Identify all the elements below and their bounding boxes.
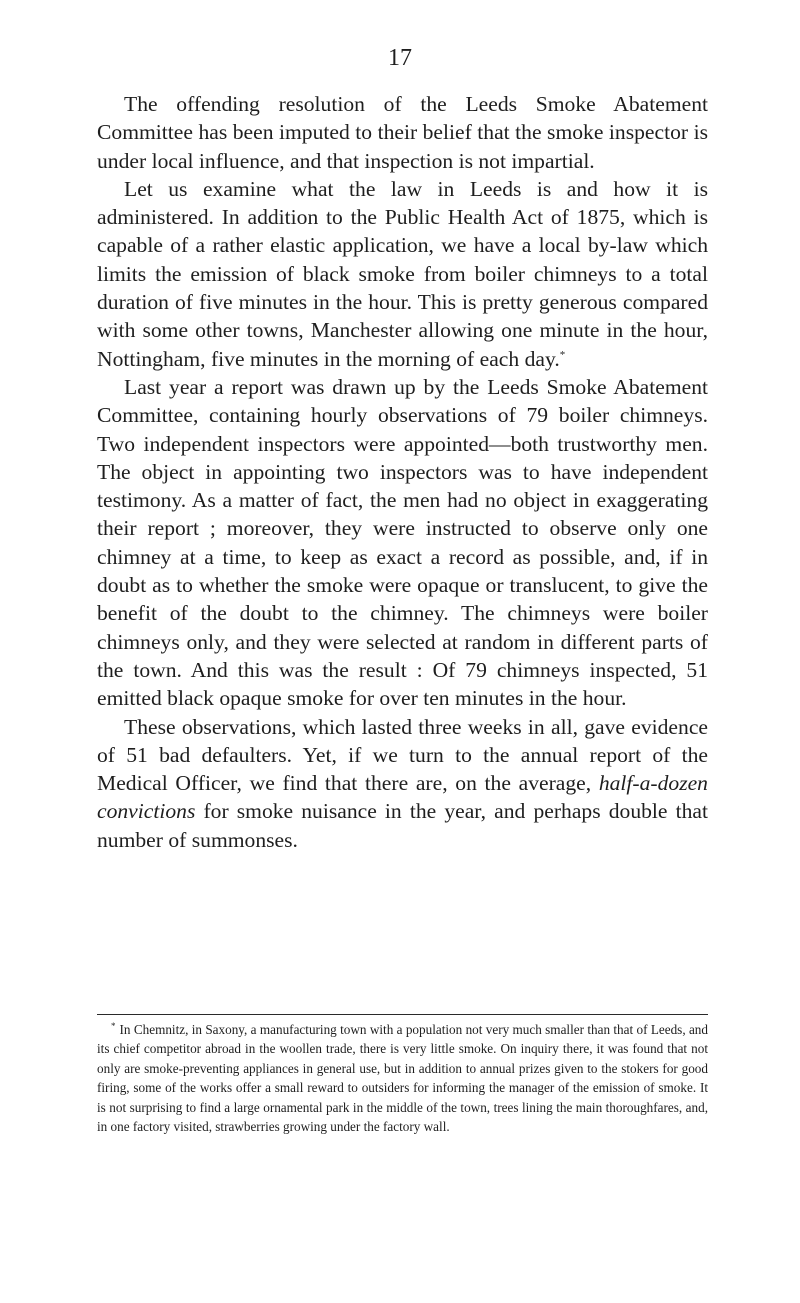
paragraph-2-text: Let us examine what the law in Leeds is and how it is administered. In addition to the Public Health Act of 1875, which is capable of a rather elastic application, we have a local by-law which limits the emission of black smoke from boiler chimneys to a total duration of five minutes in the hour. This is pretty generous compared with some other towns, Manchester allowing one minute in the hour, Nottingham, five minutes in the morning of each day. bbox=[97, 176, 708, 371]
paragraph-4-text-start: These observations, which lasted three weeks in all, gave evidence of 51 bad defaulters. Yet, if we turn to the annual report of the Medical Officer, we find that there are, on the average, bbox=[97, 714, 708, 796]
paragraph-4-text-end: for smoke nuisance in the year, and perhaps double that number of summonses. bbox=[97, 799, 708, 852]
footnote-reference-mark: * bbox=[559, 348, 566, 361]
footnote-divider bbox=[97, 1014, 708, 1015]
paragraph-4 bbox=[97, 713, 708, 854]
paragraph-1-text: The offending resolution of the Leeds Smoke Abatement Committee has been imputed to their belief that the smoke inspector is under local influence, and that inspection is not impartial. bbox=[97, 92, 708, 173]
paragraph-2 bbox=[97, 175, 708, 373]
paragraph-3 bbox=[97, 373, 708, 713]
paragraph-1 bbox=[97, 90, 708, 175]
body-text bbox=[97, 90, 708, 854]
footnote-text: In Chemnitz, in Saxony, a manufacturing town with a population not very much smaller than that of Leeds, and its chief competitor abroad in the woollen trade, there is very little smoke. On inquiry there, it was found that not only are smoke-preventing appliances in general use, but in addition to annual prizes given to the stokers for good firing, some of the works offer a small reward to outsiders for informing the manager of the emission of smoke. It is not surprising to find a large ornamental park in the middle of the town, trees lining the main thoroughfares, and, in one factory visited, strawberries growing under the factory wall. bbox=[97, 1022, 708, 1135]
page-number: 17 bbox=[388, 45, 412, 71]
footnote-marker: * bbox=[111, 1020, 116, 1031]
paragraph-3-text: Last year a report was drawn up by the Leeds Smoke Abatement Committee, containing hourly observations of 79 boiler chimneys. Two independent inspectors were appointed—both trustworthy men. The object in appointing two inspectors was to have independent testimony. As a matter of fact, the men had no object in exaggerating their report ; moreover, they were instructed to observe only one chimney at a time, to keep as exact a record as possible, and, if in doubt as to whether the smoke were opaque or translucent, to give the benefit of the doubt to the chimney. The chimneys were boiler chimneys only, and they were selected at random in different parts of the town. And this was the result : Of 79 chimneys inspected, 51 emitted black opaque smoke for over ten minutes in the hour. bbox=[97, 374, 708, 711]
footnote bbox=[97, 1020, 708, 1136]
paragraph-4-italic-phrase: half-a-dozen convictions bbox=[97, 771, 708, 824]
